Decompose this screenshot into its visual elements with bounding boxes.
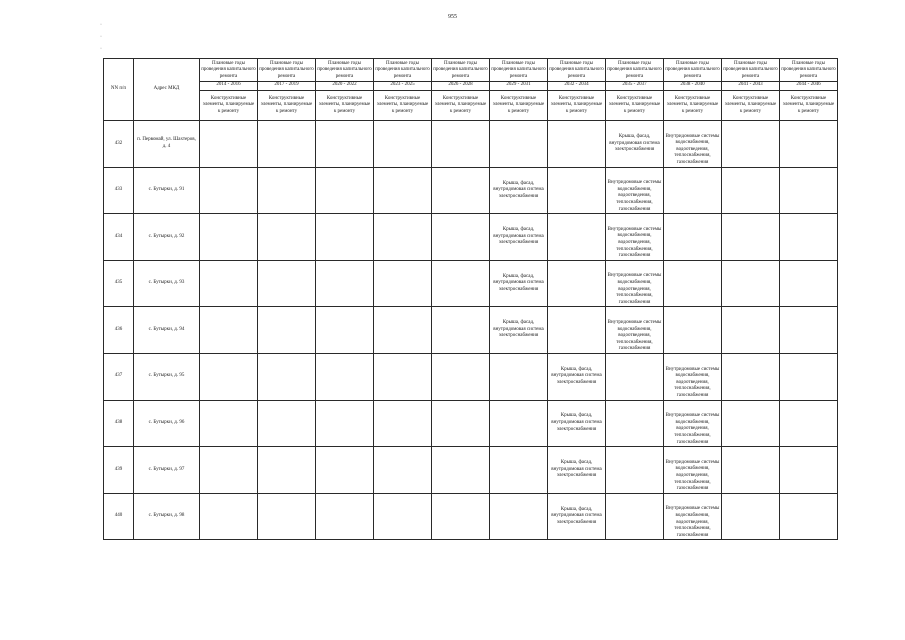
empty-cell [316,493,374,540]
empty-cell [548,167,606,214]
empty-cell [606,447,664,494]
empty-cell [258,260,316,307]
empty-cell [780,400,838,447]
period-years: 2014 - 2016 [200,81,257,89]
column-subheader: Конструктивные элементы, планируемые к ремонту [780,91,838,121]
empty-cell [722,447,780,494]
column-subheader: Конструктивные элементы, планируемые к ремонту [432,91,490,121]
empty-cell [374,121,432,168]
margin-mark: · [100,22,102,28]
empty-cell [200,353,258,400]
margin-mark: · [100,46,102,52]
empty-cell [722,260,780,307]
period-years: 2041 - 2043 [722,81,779,89]
empty-cell [664,167,722,214]
empty-cell [316,353,374,400]
row-address: с. Бутырки, д. 91 [134,167,200,214]
empty-cell [664,260,722,307]
period-years: 2032 - 2034 [548,81,605,89]
empty-cell [432,121,490,168]
empty-cell [258,353,316,400]
empty-cell [316,447,374,494]
empty-cell [374,400,432,447]
planned-work-roof-facade: Крыша, фасад, внутридомовая система электроснабжения [606,121,664,168]
empty-cell [374,307,432,354]
empty-cell [258,400,316,447]
row-number: 434 [104,214,134,261]
period-years: 2044 - 2046 [780,81,837,89]
row-address: с. Бутырки, д. 97 [134,447,200,494]
column-header-period [258,59,316,91]
empty-cell [374,167,432,214]
empty-cell [258,167,316,214]
row-address: с. Бутырки, д. 94 [134,307,200,354]
table-row [104,493,838,540]
column-header-period [432,59,490,91]
column-subheader: Конструктивные элементы, планируемые к ремонту [490,91,548,121]
empty-cell [780,260,838,307]
period-title: Плановые годы проведения капитального ремонта [201,60,256,79]
empty-cell [432,260,490,307]
empty-cell [548,307,606,354]
empty-cell [780,167,838,214]
empty-cell [490,447,548,494]
empty-cell [606,493,664,540]
planned-work-roof-facade: Крыша, фасад, внутридомовая система электроснабжения [490,260,548,307]
row-number: 437 [104,353,134,400]
row-address: с. Бутырки, д. 95 [134,353,200,400]
empty-cell [780,307,838,354]
empty-cell [780,493,838,540]
column-subheader: Конструктивные элементы, планируемые к ремонту [548,91,606,121]
empty-cell [722,400,780,447]
planned-work-utility-systems: Внутридомовые системы водоснабжения, водоотведения, теплоснабжения, газоснабжения [606,214,664,261]
empty-cell [548,260,606,307]
planned-work-roof-facade: Крыша, фасад, внутридомовая система электроснабжения [548,353,606,400]
column-subheader: Конструктивные элементы, планируемые к ремонту [258,91,316,121]
column-header-period [548,59,606,91]
period-title: Плановые годы проведения капитального ремонта [781,60,836,79]
page-number: 955 [448,14,457,20]
column-subheader: Конструктивные элементы, планируемые к ремонту [374,91,432,121]
column-header-period [664,59,722,91]
column-header-period [722,59,780,91]
empty-cell [316,121,374,168]
planned-work-utility-systems: Внутридомовые системы водоснабжения, водоотведения, теплоснабжения, газоснабжения [664,447,722,494]
empty-cell [258,121,316,168]
empty-cell [432,353,490,400]
period-title: Плановые годы проведения капитального ремонта [723,60,778,79]
planned-work-utility-systems: Внутридомовые системы водоснабжения, водоотведения, теплоснабжения, газоснабжения [606,260,664,307]
planned-work-utility-systems: Внутридомовые системы водоснабжения, водоотведения, теплоснабжения, газоснабжения [664,353,722,400]
period-title: Плановые годы проведения капитального ремонта [433,60,488,79]
empty-cell [258,307,316,354]
empty-cell [432,167,490,214]
empty-cell [490,121,548,168]
period-title: Плановые годы проведения капитального ремонта [317,60,372,79]
empty-cell [374,447,432,494]
empty-cell [780,353,838,400]
row-number: 438 [104,400,134,447]
empty-cell [722,121,780,168]
period-title: Плановые годы проведения капитального ремонта [259,60,314,79]
empty-cell [490,353,548,400]
empty-cell [432,447,490,494]
period-title: Плановые годы проведения капитального ремонта [549,60,604,79]
table-row [104,121,838,168]
empty-cell [490,400,548,447]
empty-cell [258,493,316,540]
column-header-number: NN п/п [104,59,134,121]
planned-work-roof-facade: Крыша, фасад, внутридомовая система электроснабжения [490,167,548,214]
planned-work-roof-facade: Крыша, фасад, внутридомовая система электроснабжения [490,214,548,261]
empty-cell [258,447,316,494]
empty-cell [374,260,432,307]
period-years: 2026 - 2028 [432,81,489,89]
period-title: Плановые годы проведения капитального ремонта [665,60,720,79]
margin-mark: · [100,34,102,40]
empty-cell [432,214,490,261]
column-header-period [374,59,432,91]
table-row [104,214,838,261]
table-row [104,167,838,214]
empty-cell [200,447,258,494]
planned-work-utility-systems: Внутридомовые системы водоснабжения, водоотведения, теплоснабжения, газоснабжения [606,307,664,354]
empty-cell [200,260,258,307]
empty-cell [606,353,664,400]
empty-cell [432,493,490,540]
empty-cell [722,214,780,261]
column-header-period [606,59,664,91]
column-header-period [780,59,838,91]
repair-plan-table [103,58,838,540]
empty-cell [722,307,780,354]
empty-cell [664,307,722,354]
empty-cell [316,214,374,261]
empty-cell [780,121,838,168]
table-row [104,447,838,494]
column-subheader: Конструктивные элементы, планируемые к ремонту [606,91,664,121]
row-number: 440 [104,493,134,540]
planned-work-utility-systems: Внутридомовые системы водоснабжения, водоотведения, теплоснабжения, газоснабжения [606,167,664,214]
empty-cell [200,400,258,447]
column-subheader: Конструктивные элементы, планируемые к ремонту [664,91,722,121]
empty-cell [780,447,838,494]
empty-cell [548,121,606,168]
empty-cell [490,493,548,540]
table-row [104,260,838,307]
empty-cell [780,214,838,261]
column-subheader: Конструктивные элементы, планируемые к ремонту [722,91,780,121]
planned-work-roof-facade: Крыша, фасад, внутридомовая система электроснабжения [548,400,606,447]
planned-work-roof-facade: Крыша, фасад, внутридомовая система электроснабжения [548,447,606,494]
empty-cell [374,493,432,540]
period-years: 2035 - 2037 [606,81,663,89]
row-number: 435 [104,260,134,307]
row-address: с. Бутырки, д. 92 [134,214,200,261]
period-years: 2029 - 2031 [490,81,547,89]
column-subheader: Конструктивные элементы, планируемые к ремонту [316,91,374,121]
table-row [104,400,838,447]
period-years: 2017 - 2019 [258,81,315,89]
empty-cell [374,214,432,261]
empty-cell [258,214,316,261]
empty-cell [548,214,606,261]
empty-cell [432,307,490,354]
column-header-period [200,59,258,91]
empty-cell [664,214,722,261]
period-title: Плановые годы проведения капитального ремонта [375,60,430,79]
empty-cell [316,260,374,307]
header-row-elements [104,91,838,121]
empty-cell [316,400,374,447]
row-number: 436 [104,307,134,354]
empty-cell [316,307,374,354]
period-title: Плановые годы проведения капитального ремонта [491,60,546,79]
header-row-periods [104,59,838,91]
empty-cell [722,493,780,540]
column-header-period [316,59,374,91]
table-row [104,353,838,400]
column-header-period [490,59,548,91]
planned-work-roof-facade: Крыша, фасад, внутридомовая система электроснабжения [548,493,606,540]
planned-work-utility-systems: Внутридомовые системы водоснабжения, водоотведения, теплоснабжения, газоснабжения [664,400,722,447]
empty-cell [432,400,490,447]
planned-work-utility-systems: Внутридомовые системы водоснабжения, водоотведения, теплоснабжения, газоснабжения [664,493,722,540]
row-address: п. Первомай, ул. Шахтеров, д. 4 [134,121,200,168]
empty-cell [374,353,432,400]
row-number: 433 [104,167,134,214]
empty-cell [200,307,258,354]
period-title: Плановые годы проведения капитального ремонта [607,60,662,79]
empty-cell [200,493,258,540]
table-row [104,307,838,354]
period-years: 2038 - 2040 [664,81,721,89]
empty-cell [722,167,780,214]
empty-cell [606,400,664,447]
row-number: 439 [104,447,134,494]
empty-cell [200,121,258,168]
row-address: с. Бутырки, д. 93 [134,260,200,307]
period-years: 2020 - 2022 [316,81,373,89]
empty-cell [200,214,258,261]
row-address: с. Бутырки, д. 96 [134,400,200,447]
empty-cell [316,167,374,214]
empty-cell [722,353,780,400]
column-header-address: Адрес МКД [134,59,200,121]
period-years: 2023 - 2025 [374,81,431,89]
planned-work-roof-facade: Крыша, фасад, внутридомовая система электроснабжения [490,307,548,354]
empty-cell [200,167,258,214]
planned-work-utility-systems: Внутридомовые системы водоснабжения, водоотведения, теплоснабжения, газоснабжения [664,121,722,168]
column-subheader: Конструктивные элементы, планируемые к ремонту [200,91,258,121]
row-address: с. Бутырки, д. 98 [134,493,200,540]
row-number: 432 [104,121,134,168]
